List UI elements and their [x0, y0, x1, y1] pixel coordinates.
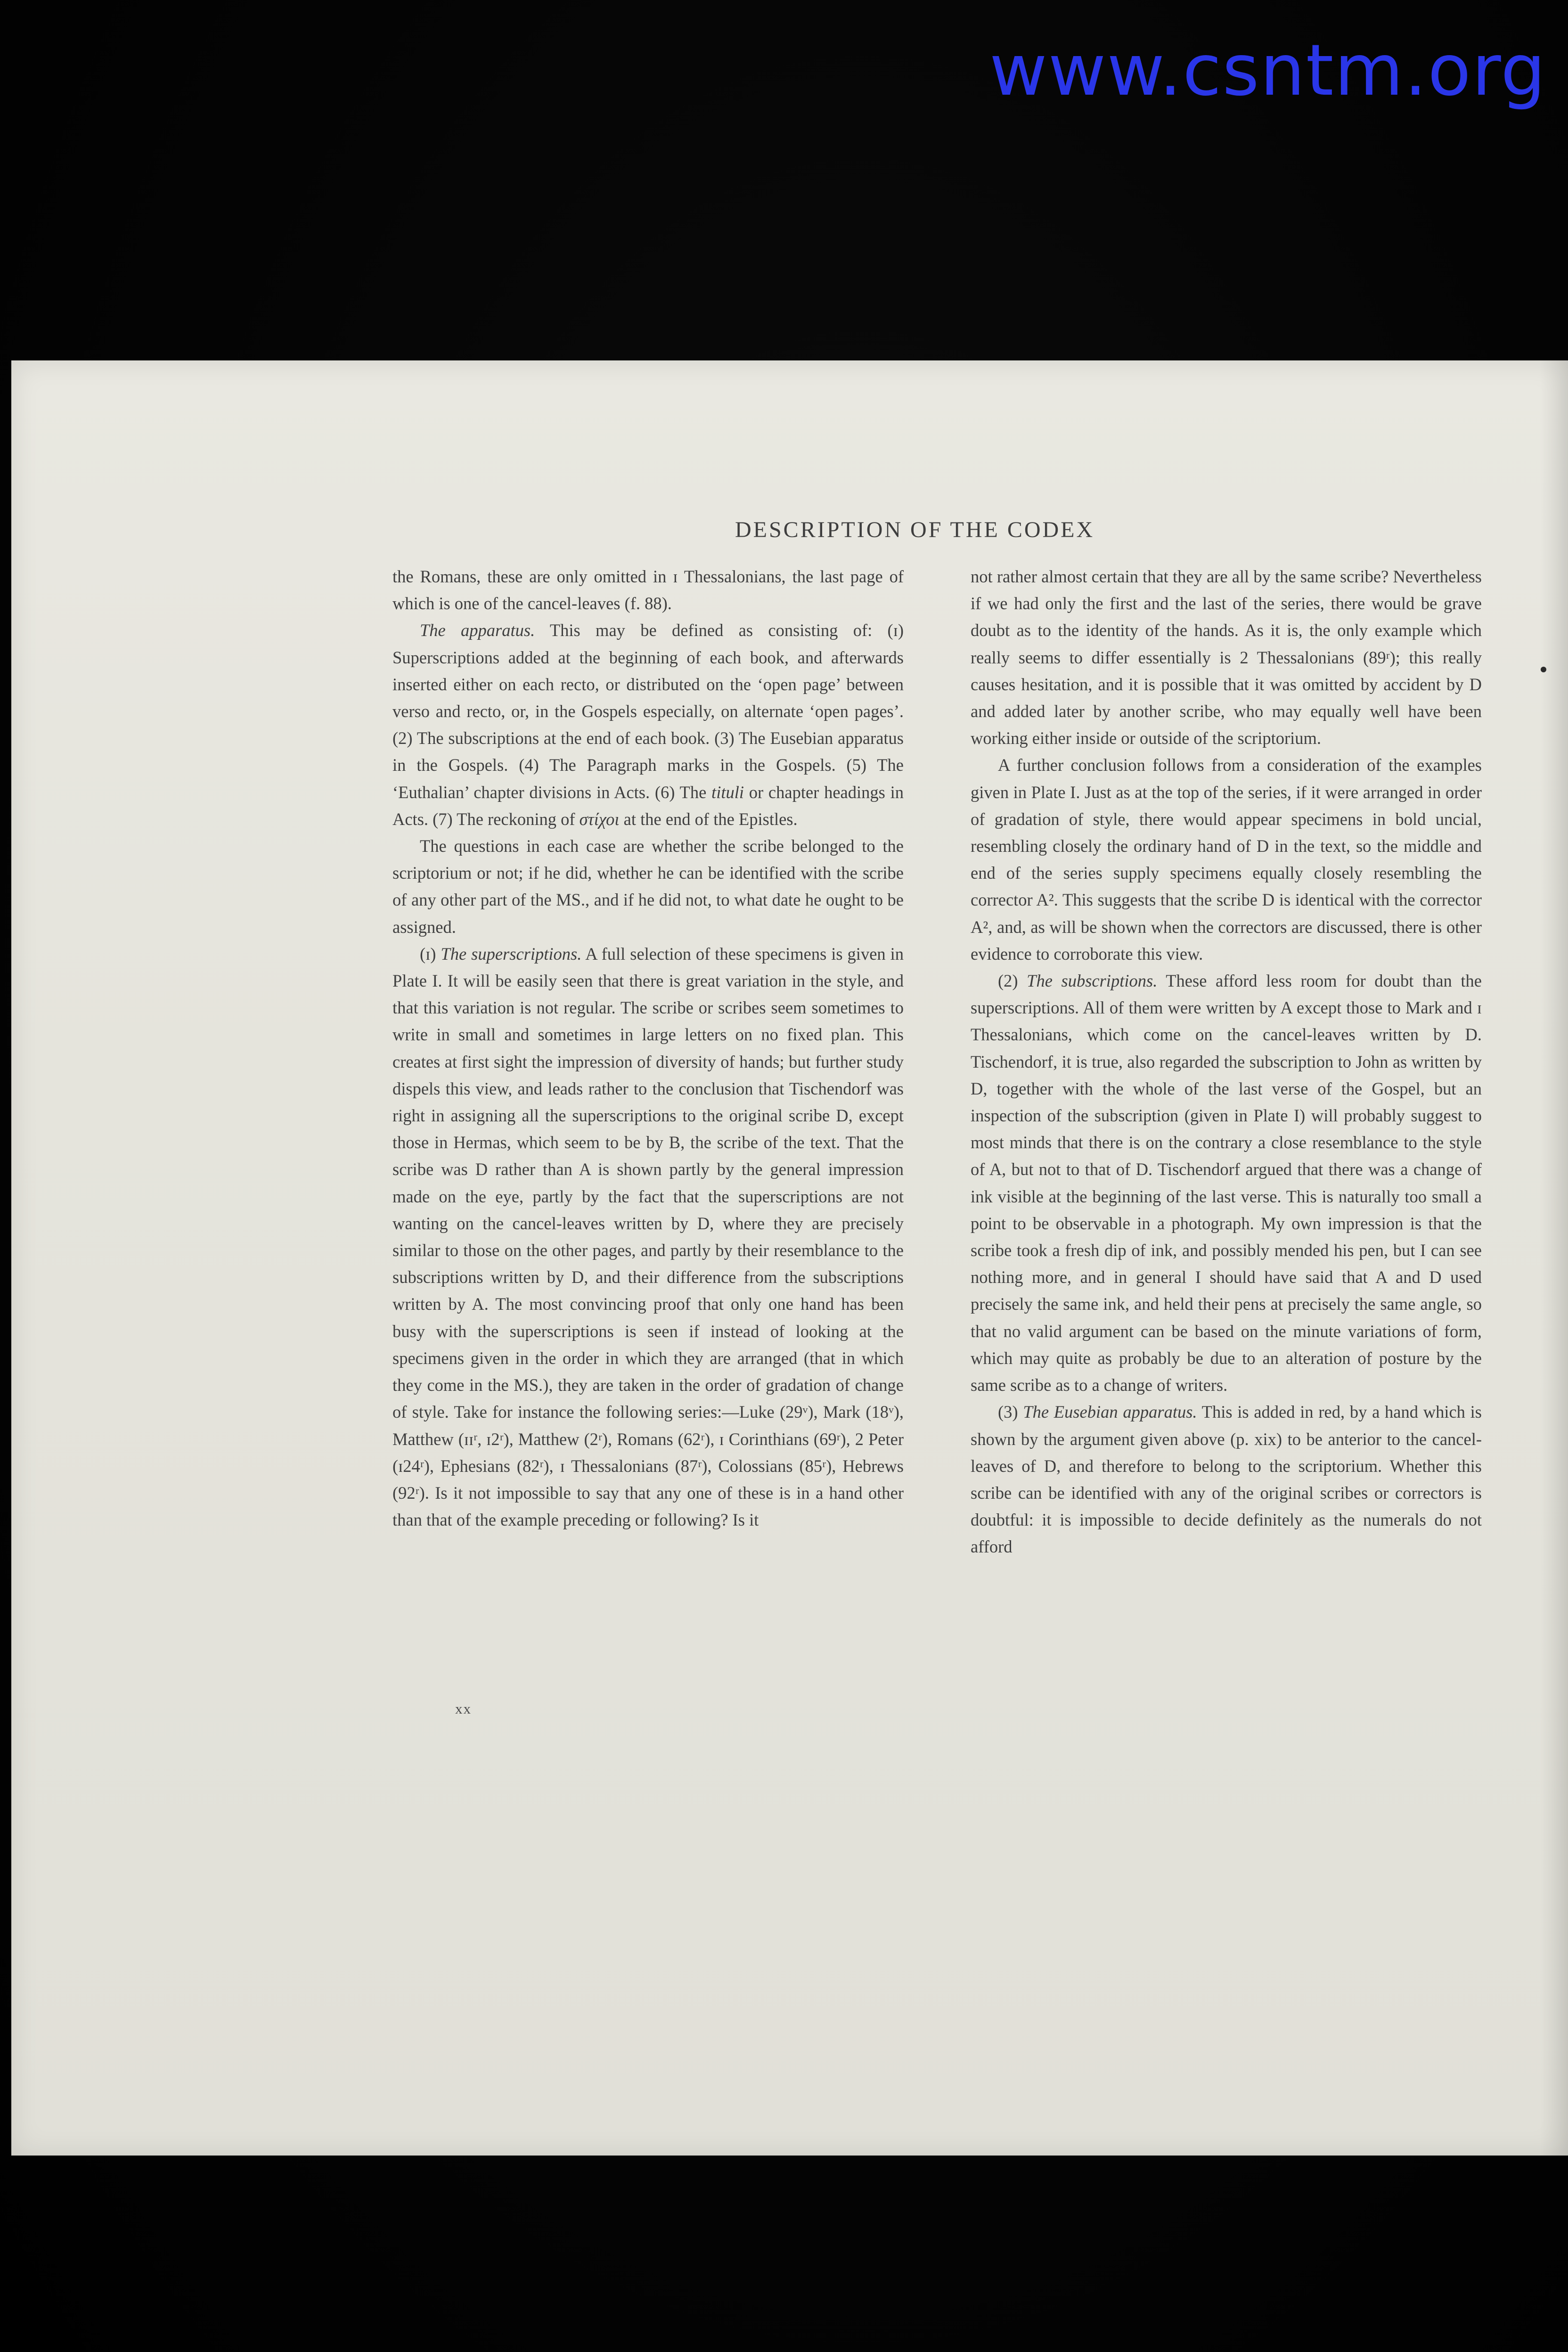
text-run: A full selection of these specimens is given in Plate I. It will be easily seen that there is great variation in the style, and that this variation is not regular. The scribe or scribes seem sometimes to write in small and sometimes in large letters on no fixed plan. This creates at first sight the impression of diversity of hands; but further study dispels this view, and leads rather to the conclusion that Tischendorf was right in assigning all the superscriptions to the original scribe D, except those in Hermas, which seem to be by B, the scribe of the text. That the scribe was D rather than A is shown partly by the general impression made on the eye, partly by the fact that the superscriptions are not wanting on the cancel-leaves written by D, where they are precisely similar to those on the other pages, and partly by their resemblance to the subscriptions written by D, and their difference from the subscriptions written by A. The most convincing proof that only one hand has been busy with the superscriptions is seen if instead of looking at the specimens given in the order in which they are arranged (that in which they come in the MS.), they are taken in the order of gradation of change of style. Take for instance the following series:—Luke (29ᵛ), Mark (18ᵛ), Matthew (ɪɪʳ, ɪ2ʳ), Matthew (2ʳ), Romans (62ʳ), ɪ Corinthians (69ʳ), 2 Peter (ɪ24ʳ), Ephesians (82ʳ), ɪ Thessalonians (87ʳ), Colossians (85ʳ), Hebrews (92ʳ). Is it not impossible to say that any one of these is in a hand other than that of the example preceding or following? Is it	[392, 944, 904, 1530]
text-run: the Romans, these are only omitted in ɪ Thessalonians, the last page of which is one of the cancel-leaves (f. 88).	[392, 567, 904, 613]
italic-run: The subscriptions.	[1027, 971, 1158, 991]
italic-run: The Eusebian apparatus.	[1023, 1402, 1197, 1422]
csntm-watermark: www.csntm.org	[989, 30, 1547, 112]
text-run: (3)	[998, 1402, 1023, 1422]
italic-run: The apparatus.	[420, 621, 535, 640]
text-run: at the end of the Epistles.	[619, 809, 798, 829]
italic-run: στίχοι	[579, 809, 620, 829]
dust-speck	[1541, 667, 1546, 672]
running-head: DESCRIPTION OF THE CODEX	[735, 517, 1095, 542]
italic-run: tituli	[711, 782, 744, 802]
page-edge-shadow	[1540, 360, 1568, 2156]
text-run: This may be defined as consisting of: (ɪ) Superscriptions added at the beginning of each book, and afterwards inserted either on each recto, or distributed on the ‘open page’ between verso and recto, or, in the Gospels especially, on alternate ‘open pages’. (2) The subscriptions at the end of each book. (3) The Eusebian apparatus in the Gospels. (4) The Paragraph marks in the Gospels. (5) The ‘Euthalian’ chapter divisions in Acts. (6) The	[392, 621, 904, 802]
text-run: The questions in each case are whether the scribe belonged to the scriptorium or not; if he did, whether he can be identified with the scribe of any other part of the MS., and if he did not, to what date he ought to be assigned.	[392, 836, 904, 937]
text-run: (2)	[998, 971, 1027, 991]
paragraph	[392, 617, 904, 833]
paragraph	[971, 563, 1482, 751]
paragraph	[392, 833, 904, 940]
paragraph	[971, 967, 1482, 1398]
text-run: not rather almost certain that they are all by the same scribe? Nevertheless if we had only the first and the last of the series, there would be grave doubt as to the identity of the hands. As it is, the only example which really seems to differ essentially is 2 Thessalonians (89ʳ); this really causes hesitation, and it is possible that it was omitted by accident by D and added later by another scribe, who may equally well have been working either inside or outside of the scriptorium.	[971, 567, 1482, 748]
italic-run: The superscriptions.	[441, 944, 582, 964]
text-run: A further conclusion follows from a consideration of the examples given in Plate I. Just as at the top of the series, if it were arranged in order of gradation of style, there would appear specimens in bold uncial, resembling closely the ordinary hand of D in the text, so the middle and end of the series supply specimens equally closely resembling the corrector A². This suggests that the scribe D is identical with the corrector A², and, as will be shown when the correctors are discussed, there is other evidence to corroborate this view.	[971, 755, 1482, 964]
text-run: This is added in red, by a hand which is shown by the argument given above (p. xix) to be anterior to the cancel-leaves of D, and therefore to belong to the scriptorium. Whether this scribe can be identified with any of the original scribes or correctors is doubtful: it is impossible to decide definitely as the numerals do not afford	[971, 1402, 1482, 1557]
folio-number: xx	[455, 1700, 472, 1717]
right-text-column	[971, 563, 1482, 1560]
paragraph	[971, 1398, 1482, 1560]
text-run: or chapter headings in Acts. (7) The reckoning of	[392, 782, 904, 829]
text-run: These afford less room for doubt than the superscriptions. All of them were written by A except those to Mark and ɪ Thessalonians, which come on the cancel-leaves written by D. Tischendorf, it is true, also regarded the subscription to John as written by D, together with the whole of the last verse of the Gospel, but an inspection of the subscription (given in Plate I) will probably suggest to most minds that there is on the contrary a close resemblance to the style of A, but not to that of D. Tischendorf argued that there was a change of ink visible at the beginning of the last verse. This is naturally too small a point to be observable in a photograph. My own impression is that the scribe took a fresh dip of ink, and possibly mended his pen, but I can see nothing more, and in general I should have said that A and D used precisely the same ink, and held their pens at precisely the same angle, so that no valid argument can be based on the minute variations of form, which may quite as probably be due to an alteration of posture by the same scribe as to a change of writers.	[971, 971, 1482, 1395]
left-text-column	[392, 563, 904, 1533]
paragraph	[971, 751, 1482, 967]
paragraph	[392, 563, 904, 617]
text-run: (ɪ)	[420, 944, 441, 964]
paragraph	[392, 940, 904, 1533]
